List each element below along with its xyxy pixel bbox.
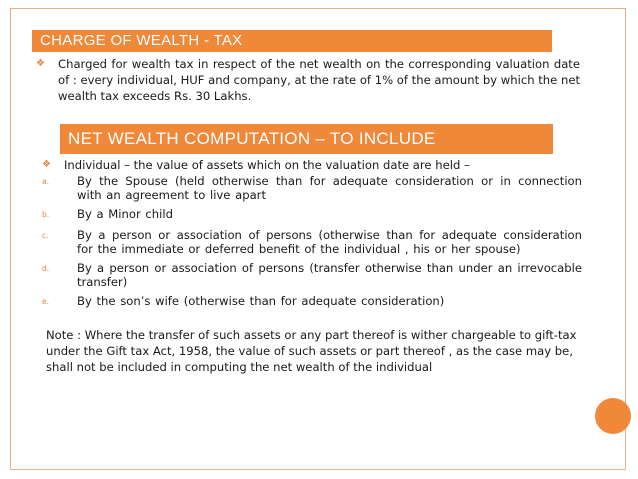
list-item: [42, 207, 582, 223]
include-bullet-text: Individual – the value of assets which on the valuation date are held –: [64, 158, 470, 172]
list-item: [42, 174, 582, 202]
list-item-text: By a person or association of persons (transfer otherwise than under an irrevocable transfer): [77, 261, 582, 289]
list-item-text: By the Spouse (held otherwise than for adequate consideration or in connection with an agreement to live apart: [77, 174, 582, 202]
charge-bullet: [36, 56, 580, 104]
note-text: Note : Where the transfer of such assets or any part thereof is wither chargeable to gift-tax under the Gift tax Act, 1958, the value of such assets or part thereof , as the case may be, shall not be included in computing the net wealth of the individual: [46, 328, 577, 374]
list-marker: e.: [42, 297, 49, 306]
list-item: [42, 294, 582, 310]
section-title-include: [60, 124, 553, 154]
list-marker: c.: [42, 231, 49, 240]
bullet-icon: ❖: [42, 159, 51, 170]
bullet-icon: ❖: [36, 58, 45, 69]
list-item-text: By a person or association of persons (otherwise than for adequate consideration for the immediate or deferred benefit of the individual , his or her spouse): [77, 228, 582, 256]
list-marker: a.: [42, 177, 49, 186]
section-title-include-text: NET WEALTH COMPUTATION – TO INCLUDE: [68, 129, 436, 148]
list-item: [42, 261, 582, 289]
list-item: [42, 228, 582, 256]
section-title-charge-text: CHARGE OF WEALTH - TAX: [40, 32, 243, 49]
list-marker: b.: [42, 210, 50, 219]
list-marker: d.: [42, 264, 50, 273]
section-title-charge: [32, 30, 552, 52]
charge-bullet-text: Charged for wealth tax in respect of the net wealth on the corresponding valuation date of : every individual, HUF and company, at the rate of 1% of the amount by which the net wealth tax exceeds Rs. 30 Lakhs.: [58, 57, 580, 103]
list-item-text: By a Minor child: [77, 207, 173, 221]
include-bullet: [42, 157, 580, 173]
decorative-circle: [595, 398, 631, 434]
include-list: [42, 174, 582, 315]
list-item-text: By the son’s wife (otherwise than for adequate consideration): [77, 294, 445, 308]
